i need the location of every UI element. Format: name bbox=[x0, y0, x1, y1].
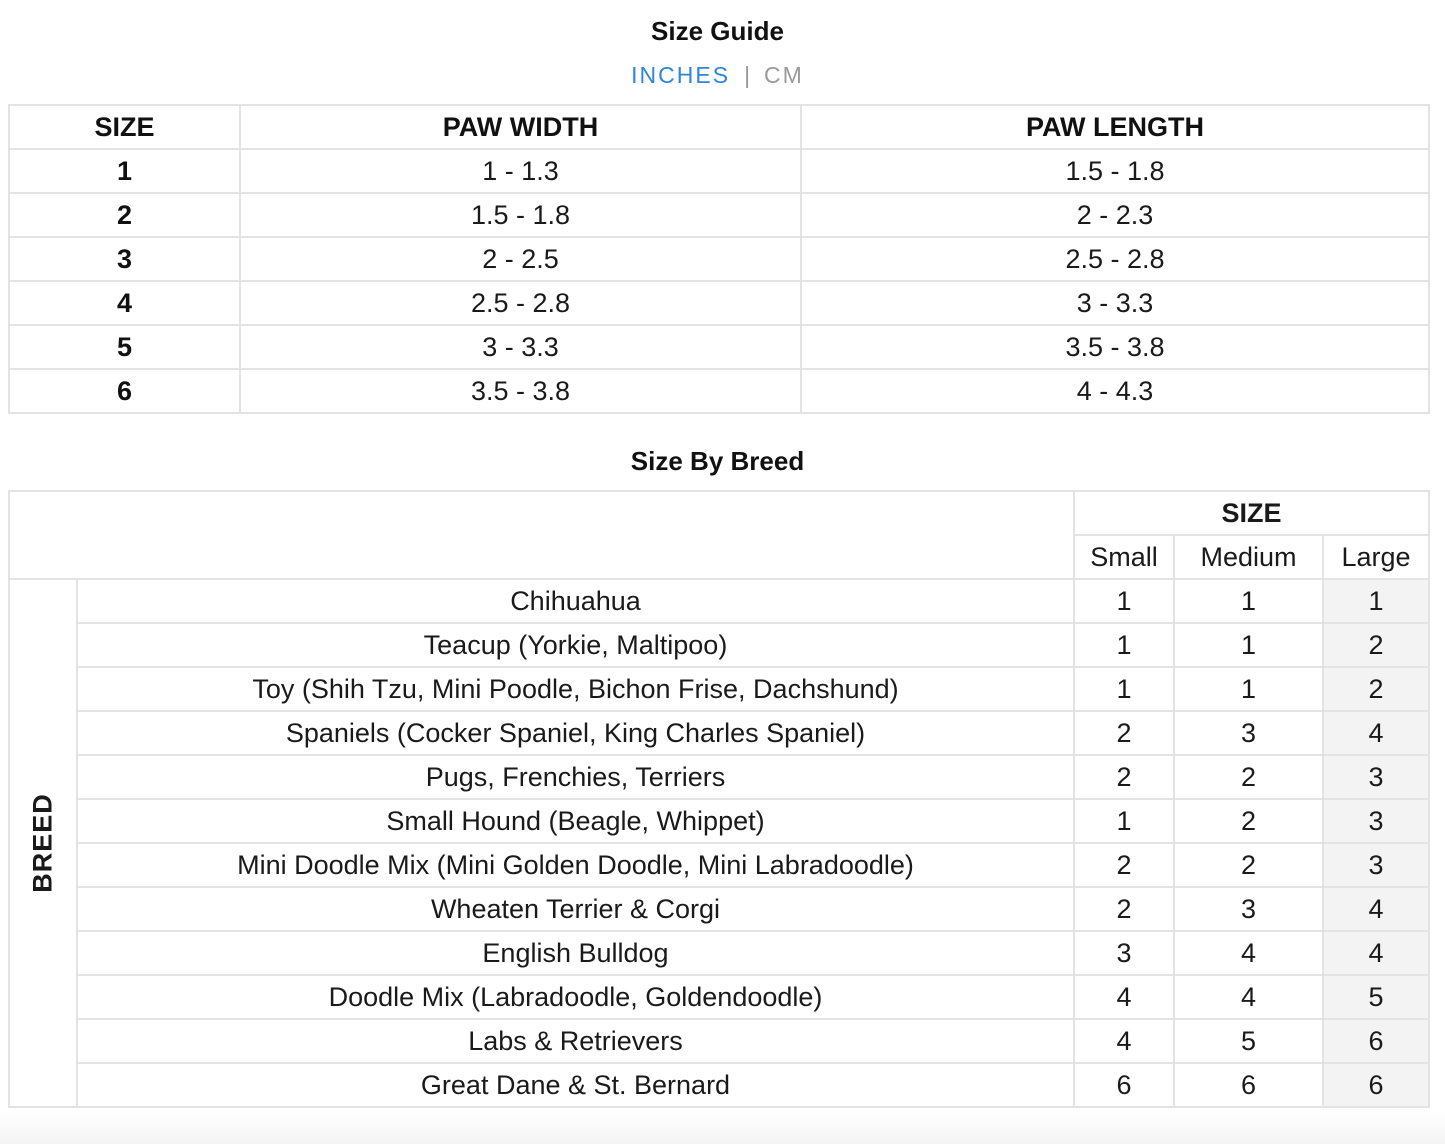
size-value: 4 bbox=[9, 281, 240, 325]
size-value: 6 bbox=[9, 369, 240, 413]
large-size-value: 4 bbox=[1323, 887, 1429, 931]
size-guide-row bbox=[9, 281, 1429, 325]
paw-length-value: 2 - 2.3 bbox=[801, 193, 1429, 237]
paw-length-value: 4 - 4.3 bbox=[801, 369, 1429, 413]
small-size-value: 4 bbox=[1074, 1019, 1174, 1063]
breed-vertical-label: BREED bbox=[27, 793, 58, 893]
breed-row bbox=[9, 1063, 1429, 1107]
paw-width-value: 3.5 - 3.8 bbox=[240, 369, 801, 413]
large-size-value: 2 bbox=[1323, 667, 1429, 711]
breed-row bbox=[9, 843, 1429, 887]
medium-size-value: 1 bbox=[1174, 623, 1323, 667]
breed-name: Pugs, Frenchies, Terriers bbox=[77, 755, 1074, 799]
breed-row bbox=[9, 975, 1429, 1019]
medium-size-value: 2 bbox=[1174, 755, 1323, 799]
page-bottom-edge bbox=[0, 1112, 1445, 1144]
small-size-value: 2 bbox=[1074, 843, 1174, 887]
size-value: 1 bbox=[9, 149, 240, 193]
breed-row bbox=[9, 931, 1429, 975]
size-by-breed-table bbox=[8, 490, 1430, 1108]
breed-row bbox=[9, 667, 1429, 711]
medium-size-value: 4 bbox=[1174, 931, 1323, 975]
breed-row bbox=[9, 1019, 1429, 1063]
medium-size-value: 1 bbox=[1174, 579, 1323, 623]
header-size: SIZE bbox=[9, 105, 240, 149]
breed-name: Small Hound (Beagle, Whippet) bbox=[77, 799, 1074, 843]
column-small: Small bbox=[1074, 535, 1174, 579]
small-size-value: 1 bbox=[1074, 623, 1174, 667]
size-value: 2 bbox=[9, 193, 240, 237]
unit-inches-tab[interactable]: INCHES bbox=[631, 62, 731, 88]
large-size-value: 3 bbox=[1323, 755, 1429, 799]
large-size-value: 4 bbox=[1323, 711, 1429, 755]
paw-width-value: 2 - 2.5 bbox=[240, 237, 801, 281]
medium-size-value: 2 bbox=[1174, 799, 1323, 843]
small-size-value: 1 bbox=[1074, 667, 1174, 711]
breed-name: Chihuahua bbox=[77, 579, 1074, 623]
breed-row bbox=[9, 887, 1429, 931]
paw-width-value: 3 - 3.3 bbox=[240, 325, 801, 369]
large-size-value: 5 bbox=[1323, 975, 1429, 1019]
breed-row bbox=[9, 711, 1429, 755]
column-large: Large bbox=[1323, 535, 1429, 579]
size-by-breed-title: Size By Breed bbox=[630, 446, 805, 476]
medium-size-value: 6 bbox=[1174, 1063, 1323, 1107]
unit-separator: | bbox=[744, 62, 751, 88]
size-guide-header-row bbox=[9, 105, 1429, 149]
large-size-value: 3 bbox=[1323, 799, 1429, 843]
breed-label-cell bbox=[9, 579, 77, 1107]
size-guide-row bbox=[9, 149, 1429, 193]
size-guide-title: Size Guide bbox=[651, 16, 784, 46]
header-paw-width: PAW WIDTH bbox=[240, 105, 801, 149]
small-size-value: 1 bbox=[1074, 579, 1174, 623]
size-guide-row bbox=[9, 369, 1429, 413]
large-size-value: 3 bbox=[1323, 843, 1429, 887]
medium-size-value: 3 bbox=[1174, 887, 1323, 931]
paw-width-value: 2.5 - 2.8 bbox=[240, 281, 801, 325]
medium-size-value: 4 bbox=[1174, 975, 1323, 1019]
breed-name: Teacup (Yorkie, Maltipoo) bbox=[77, 623, 1074, 667]
breed-row bbox=[9, 579, 1429, 623]
large-size-value: 1 bbox=[1323, 579, 1429, 623]
size-guide-row bbox=[9, 237, 1429, 281]
breed-row bbox=[9, 623, 1429, 667]
small-size-value: 2 bbox=[1074, 711, 1174, 755]
unit-cm-tab[interactable]: CM bbox=[764, 62, 804, 88]
large-size-value: 2 bbox=[1323, 623, 1429, 667]
paw-length-value: 3 - 3.3 bbox=[801, 281, 1429, 325]
paw-width-value: 1 - 1.3 bbox=[240, 149, 801, 193]
small-size-value: 3 bbox=[1074, 931, 1174, 975]
breed-name: Spaniels (Cocker Spaniel, King Charles Spaniel) bbox=[77, 711, 1074, 755]
breed-row bbox=[9, 755, 1429, 799]
paw-width-value: 1.5 - 1.8 bbox=[240, 193, 801, 237]
size-value: 5 bbox=[9, 325, 240, 369]
header-paw-length: PAW LENGTH bbox=[801, 105, 1429, 149]
column-medium: Medium bbox=[1174, 535, 1323, 579]
paw-length-value: 3.5 - 3.8 bbox=[801, 325, 1429, 369]
breed-size-header-row bbox=[9, 491, 1429, 535]
breed-row bbox=[9, 799, 1429, 843]
small-size-value: 2 bbox=[1074, 887, 1174, 931]
large-size-value: 6 bbox=[1323, 1063, 1429, 1107]
medium-size-value: 3 bbox=[1174, 711, 1323, 755]
small-size-value: 6 bbox=[1074, 1063, 1174, 1107]
breed-name: Mini Doodle Mix (Mini Golden Doodle, Mini Labradoodle) bbox=[77, 843, 1074, 887]
medium-size-value: 2 bbox=[1174, 843, 1323, 887]
breed-name: Great Dane & St. Bernard bbox=[77, 1063, 1074, 1107]
breed-name: Labs & Retrievers bbox=[77, 1019, 1074, 1063]
large-size-value: 6 bbox=[1323, 1019, 1429, 1063]
medium-size-value: 1 bbox=[1174, 667, 1323, 711]
paw-length-value: 1.5 - 1.8 bbox=[801, 149, 1429, 193]
paw-length-value: 2.5 - 2.8 bbox=[801, 237, 1429, 281]
size-guide-row bbox=[9, 193, 1429, 237]
size-guide-table bbox=[8, 104, 1430, 414]
small-size-value: 1 bbox=[1074, 799, 1174, 843]
breed-name: English Bulldog bbox=[77, 931, 1074, 975]
breed-header-blank bbox=[9, 491, 1074, 579]
large-size-value: 4 bbox=[1323, 931, 1429, 975]
breed-header-size: SIZE bbox=[1074, 491, 1429, 535]
unit-toggle bbox=[0, 62, 1435, 89]
medium-size-value: 5 bbox=[1174, 1019, 1323, 1063]
small-size-value: 2 bbox=[1074, 755, 1174, 799]
size-guide-row bbox=[9, 325, 1429, 369]
size-value: 3 bbox=[9, 237, 240, 281]
breed-name: Toy (Shih Tzu, Mini Poodle, Bichon Frise, Dachshund) bbox=[77, 667, 1074, 711]
breed-name: Doodle Mix (Labradoodle, Goldendoodle) bbox=[77, 975, 1074, 1019]
breed-name: Wheaten Terrier & Corgi bbox=[77, 887, 1074, 931]
small-size-value: 4 bbox=[1074, 975, 1174, 1019]
